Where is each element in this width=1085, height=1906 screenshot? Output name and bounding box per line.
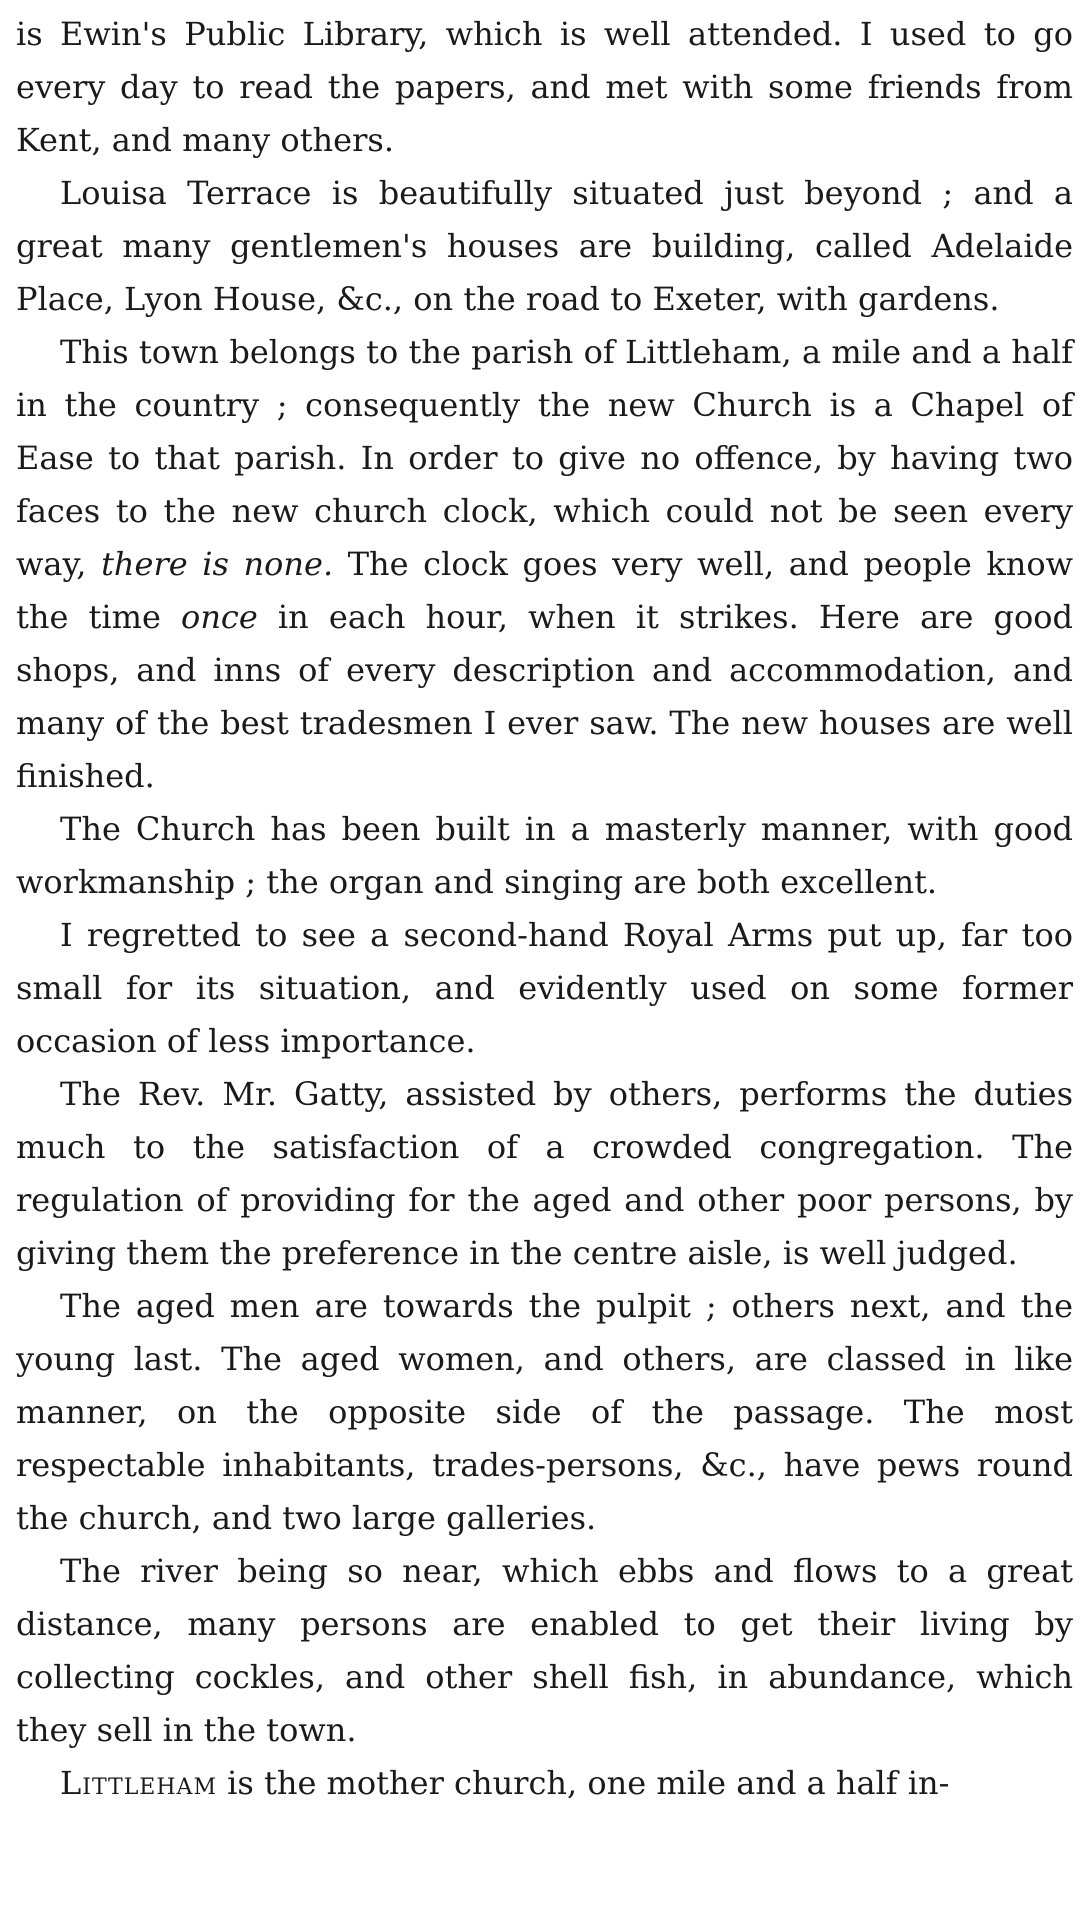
paragraph-littleham [16, 1757, 1073, 1810]
paragraph-text: Louisa Terrace is beautifully situated just beyond ; and a great many gentlemen's houses are building, called Adelaide Place, Lyon House, &c., on the road to Exeter, with gardens. [16, 174, 1073, 318]
paragraph-text: The Church has been built in a masterly manner, with good workmanship ; the organ and singing are both excellent. [16, 810, 1073, 901]
italic-text: there is none. [101, 545, 334, 583]
paragraph-text: The aged men are towards the pulpit ; others next, and the young last. The aged women, and others, are classed in like manner, on the opposite side of the passage. The most respectable inhabitants, trades-persons, &c., have pews round the church, and two large galleries. [16, 1287, 1073, 1537]
paragraph-parish [16, 326, 1073, 803]
paragraph-text: I regretted to see a second-hand Royal Arms put up, far too small for its situation, and evidently used on some former occasion of less importance. [16, 916, 1073, 1060]
paragraph-text [16, 326, 1073, 803]
text-segment: in each hour, when it strikes. Here are good shops, and inns of every description and accommodation, and many of the best tradesmen I ever saw. The new houses are well finished. [16, 598, 1074, 795]
paragraph-text [16, 1757, 1073, 1810]
paragraph-aged-men [16, 1280, 1073, 1545]
italic-text: once [181, 598, 258, 636]
paragraph-rev-gatty [16, 1068, 1073, 1280]
text-segment: This town belongs to the parish of Littleham, a mile and a half in the country ; consequently the new Church is a Chapel of Ease to that parish. In order to give no offence, by having two faces to the new church clock, which could not be seen every way, [16, 333, 1073, 583]
paragraph-text: The river being so near, which ebbs and flows to a great distance, many persons are enabled to get their living by collecting cockles, and other shell fish, in abundance, which they sell in the town. [16, 1552, 1073, 1749]
paragraph-river [16, 1545, 1073, 1757]
paragraph-louisa-terrace [16, 167, 1073, 326]
text-segment: is the mother church, one mile and a half in- [216, 1764, 950, 1802]
paragraph-church [16, 803, 1073, 909]
small-caps-name: Littleham [60, 1764, 217, 1802]
paragraph-text: The Rev. Mr. Gatty, assisted by others, performs the duties much to the satisfaction of a crowded congregation. The regulation of providing for the aged and other poor persons, by giving them the preference in the centre aisle, is well judged. [16, 1075, 1073, 1272]
paragraph-library [16, 8, 1073, 167]
paragraph-royal-arms [16, 909, 1073, 1068]
paragraph-text: is Ewin's Public Library, which is well attended. I used to go every day to read the papers, and met with some friends from Kent, and many others. [16, 15, 1073, 159]
text-segment: The clock goes very well, and people know the time [16, 545, 1074, 636]
